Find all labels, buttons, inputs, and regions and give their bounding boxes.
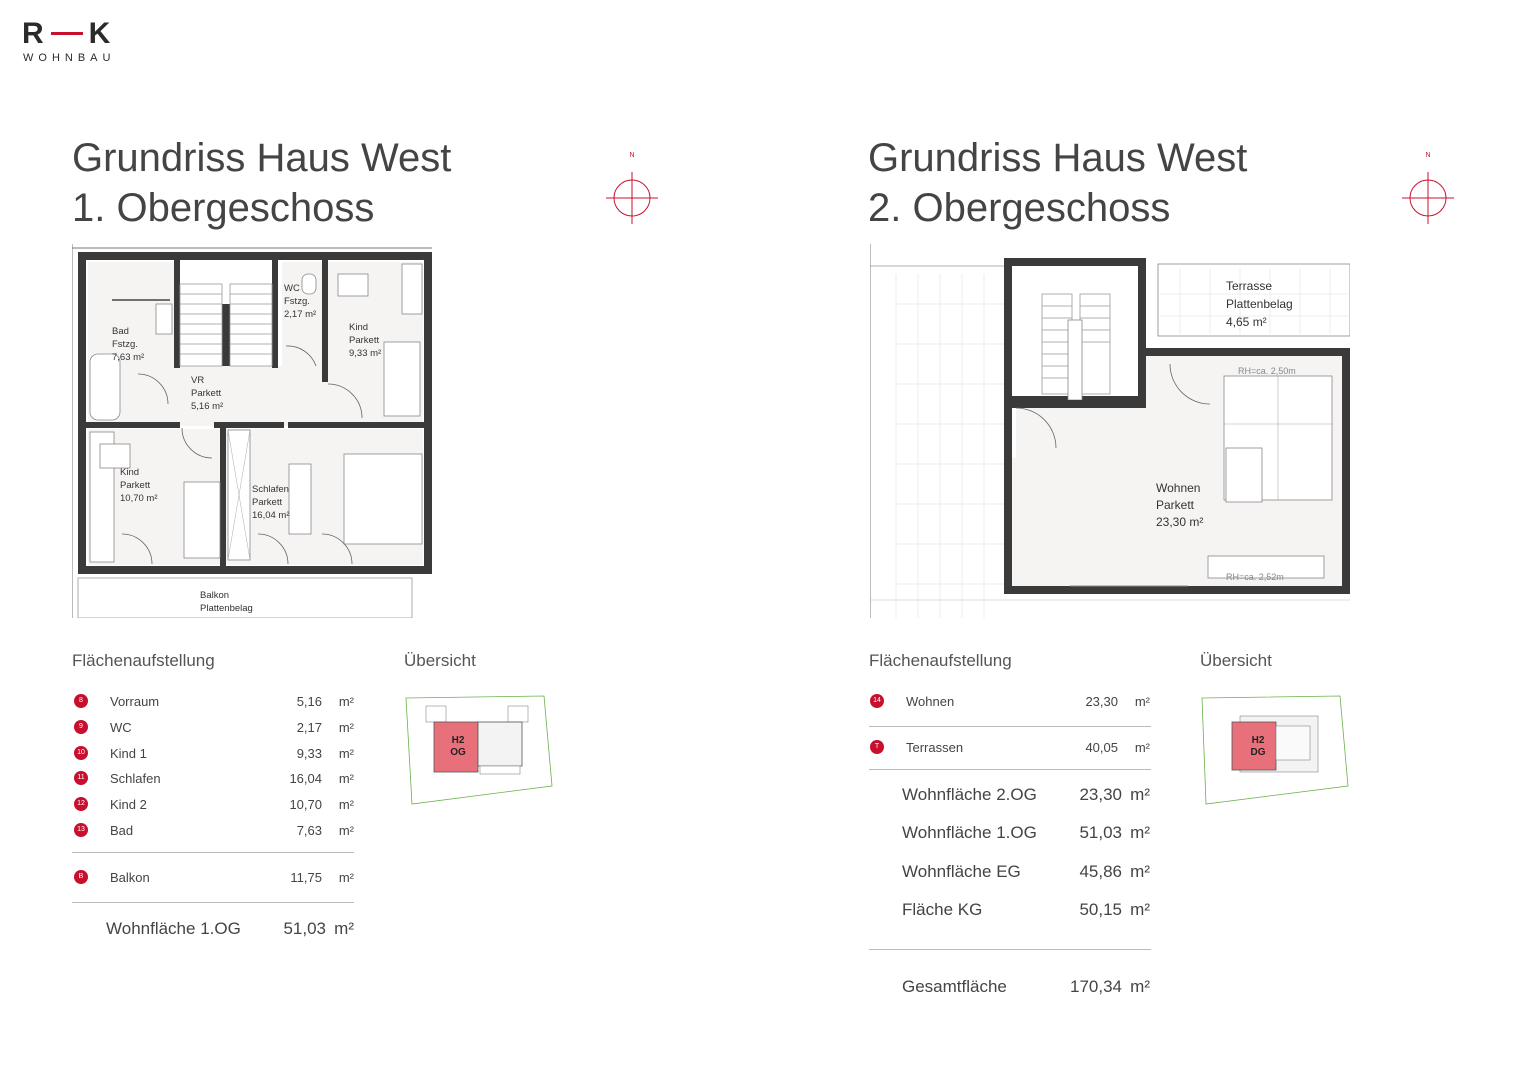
total-wohnflaeche-1og [106, 919, 354, 943]
plan-label-terrasse-1: Terrasse [1226, 279, 1273, 293]
room-area: 2,17 [296, 720, 322, 735]
area-row-wc [74, 718, 354, 738]
sum-flaeche-kg [902, 900, 1150, 924]
room-name: Schlafen [110, 771, 161, 786]
plan-label-bad-2: Fstzg. [112, 339, 138, 350]
plan-label-wc-2: Fstzg. [284, 296, 310, 307]
logo-dash [51, 32, 83, 35]
right-areas-heading: Flächenaufstellung [869, 651, 1012, 670]
room-number-badge: 13 [74, 823, 88, 837]
plan-label-rh2: RH=ca. 2,52m [1226, 572, 1284, 582]
room-area: 10,70 [289, 797, 322, 812]
room-name: Bad [110, 823, 134, 838]
grand-total-unit: m² [1130, 977, 1150, 996]
room-name: Kind 1 [110, 746, 147, 761]
total-value: 51,03 [283, 919, 326, 938]
room-number-badge: 12 [74, 797, 88, 811]
divider [869, 769, 1151, 770]
company-logo [22, 18, 111, 50]
area-unit: m² [338, 720, 354, 735]
room-number-badge: 10 [74, 746, 88, 760]
plan-label-kind1-3: 9,33 m² [349, 348, 382, 359]
plan-label-kind2-1: Kind [120, 467, 140, 478]
divider [72, 852, 354, 853]
sum-unit: m² [1130, 823, 1150, 842]
room-number-badge: 8 [74, 694, 88, 708]
site-overview-map-og [404, 694, 554, 806]
divider [869, 726, 1151, 727]
room-area: 40,05 [1085, 740, 1118, 755]
plan-label-rh1: RH=ca. 2,50m [1238, 366, 1296, 376]
plan-label-vr-1: VR [191, 375, 205, 386]
right-title-line1: Grundriss Haus West [868, 136, 1248, 180]
sum-value: 50,15 [1079, 900, 1122, 919]
left-title-line2: 1. Obergeschoss [72, 186, 375, 230]
area-unit: m² [1134, 694, 1150, 709]
right-page-title [868, 133, 1247, 233]
plan-label-kind1-2: Parkett [349, 335, 380, 346]
left-title-line1: Grundriss Haus West [72, 136, 452, 180]
overview-badge-line1: H2 [451, 735, 465, 746]
area-row-vorraum [74, 692, 354, 712]
plan-label-bad-1: Bad [112, 326, 129, 337]
right-title-line2: 2. Obergeschoss [868, 186, 1171, 230]
room-area: 5,16 [296, 694, 322, 709]
room-name: WC [110, 720, 132, 735]
area-row-wohnen [870, 692, 1150, 712]
overview-badge-line1: H2 [1251, 735, 1265, 746]
area-row-bad [74, 821, 354, 841]
divider [72, 902, 354, 903]
sum-unit: m² [1130, 785, 1150, 804]
left-page-title [72, 133, 451, 233]
plan-label-wohnen-3: 23,30 m² [1156, 515, 1204, 529]
area-row-terrassen [870, 738, 1150, 758]
divider [869, 949, 1151, 950]
logo-letter-r: R [22, 17, 45, 50]
north-compass-icon [604, 148, 660, 224]
sum-wohnflaeche-eg [902, 862, 1150, 886]
room-name: Kind 2 [110, 797, 147, 812]
sum-unit: m² [1130, 900, 1150, 919]
plan-label-terrasse-2: Plattenbelag [1226, 297, 1293, 311]
room-number-badge: T [870, 740, 884, 754]
floor-plan-2og [870, 244, 1350, 618]
room-name: Terrassen [906, 740, 964, 755]
sum-label: Wohnfläche EG [902, 862, 1021, 881]
north-compass-icon [1400, 148, 1456, 224]
sum-label: Wohnfläche 2.OG [902, 785, 1037, 804]
plan-label-bad-3: 7,63 m² [112, 352, 145, 363]
plan-label-vr-2: Parkett [191, 388, 222, 399]
area-unit: m² [1134, 740, 1150, 755]
area-row-kind1 [74, 744, 354, 764]
room-area: 7,63 [296, 823, 322, 838]
area-unit: m² [338, 771, 354, 786]
plan-label-wc-3: 2,17 m² [284, 309, 317, 320]
overview-badge-line2: DG [1250, 747, 1266, 758]
plan-label-wc-1: WC [284, 283, 300, 294]
room-area: 16,04 [289, 771, 322, 786]
area-row-kind2 [74, 795, 354, 815]
logo-letter-k: K [88, 17, 112, 50]
left-areas-heading: Flächenaufstellung [72, 651, 215, 670]
plan-label-wohnen-2: Parkett [1156, 498, 1195, 512]
room-name: Vorraum [110, 694, 160, 709]
room-area: 23,30 [1085, 694, 1118, 709]
sum-value: 51,03 [1079, 823, 1122, 842]
plan-label-kind1-1: Kind [349, 322, 369, 333]
room-number-badge: 9 [74, 720, 88, 734]
sum-wohnflaeche-2og [902, 785, 1150, 809]
area-unit: m² [338, 694, 354, 709]
room-name: Balkon [110, 870, 150, 885]
plan-label-schlafen-3: 16,04 m² [252, 510, 290, 521]
left-overview-heading: Übersicht [404, 651, 476, 670]
plan-label-schlafen-1: Schlafen [252, 484, 289, 495]
room-number-badge: 14 [870, 694, 884, 708]
room-name: Wohnen [906, 694, 955, 709]
area-unit: m² [338, 823, 354, 838]
plan-label-terrasse-3: 4,65 m² [1226, 315, 1267, 329]
floor-plan-1og [72, 244, 432, 618]
logo-subtitle: WOHNBAU [23, 52, 116, 64]
area-unit: m² [338, 870, 354, 885]
overview-badge-line2: OG [450, 747, 466, 758]
site-overview-map-dg [1200, 694, 1350, 806]
room-area: 11,75 [290, 870, 322, 885]
total-unit: m² [334, 919, 354, 938]
plan-label-schlafen-2: Parkett [252, 497, 283, 508]
area-row-balkon [74, 868, 354, 888]
grand-total-gesamtflaeche [902, 977, 1150, 1001]
plan-label-kind2-2: Parkett [120, 480, 151, 491]
room-number-badge: 11 [74, 771, 88, 785]
plan-label-wohnen-1: Wohnen [1156, 481, 1201, 495]
plan-label-kind2-3: 10,70 m² [120, 493, 158, 504]
sum-unit: m² [1130, 862, 1150, 881]
area-unit: m² [338, 746, 354, 761]
plan-label-balkon-2: Plattenbelag [200, 603, 253, 614]
area-row-schlafen [74, 769, 354, 789]
sum-label: Wohnfläche 1.OG [902, 823, 1037, 842]
grand-total-label: Gesamtfläche [902, 977, 1007, 996]
room-area: 9,33 [296, 746, 322, 761]
room-number-badge: B [74, 870, 88, 884]
plan-label-vr-3: 5,16 m² [191, 401, 224, 412]
compass-north-label: N [1425, 152, 1431, 159]
plan-label-balkon-1: Balkon [200, 590, 230, 601]
compass-north-label: N [629, 152, 635, 159]
sum-value: 45,86 [1079, 862, 1122, 881]
sum-value: 23,30 [1079, 785, 1122, 804]
total-label: Wohnfläche 1.OG [106, 919, 241, 938]
right-overview-heading: Übersicht [1200, 651, 1272, 670]
sum-wohnflaeche-1og [902, 823, 1150, 847]
area-unit: m² [338, 797, 354, 812]
sum-label: Fläche KG [902, 900, 983, 919]
grand-total-value: 170,34 [1070, 977, 1122, 996]
